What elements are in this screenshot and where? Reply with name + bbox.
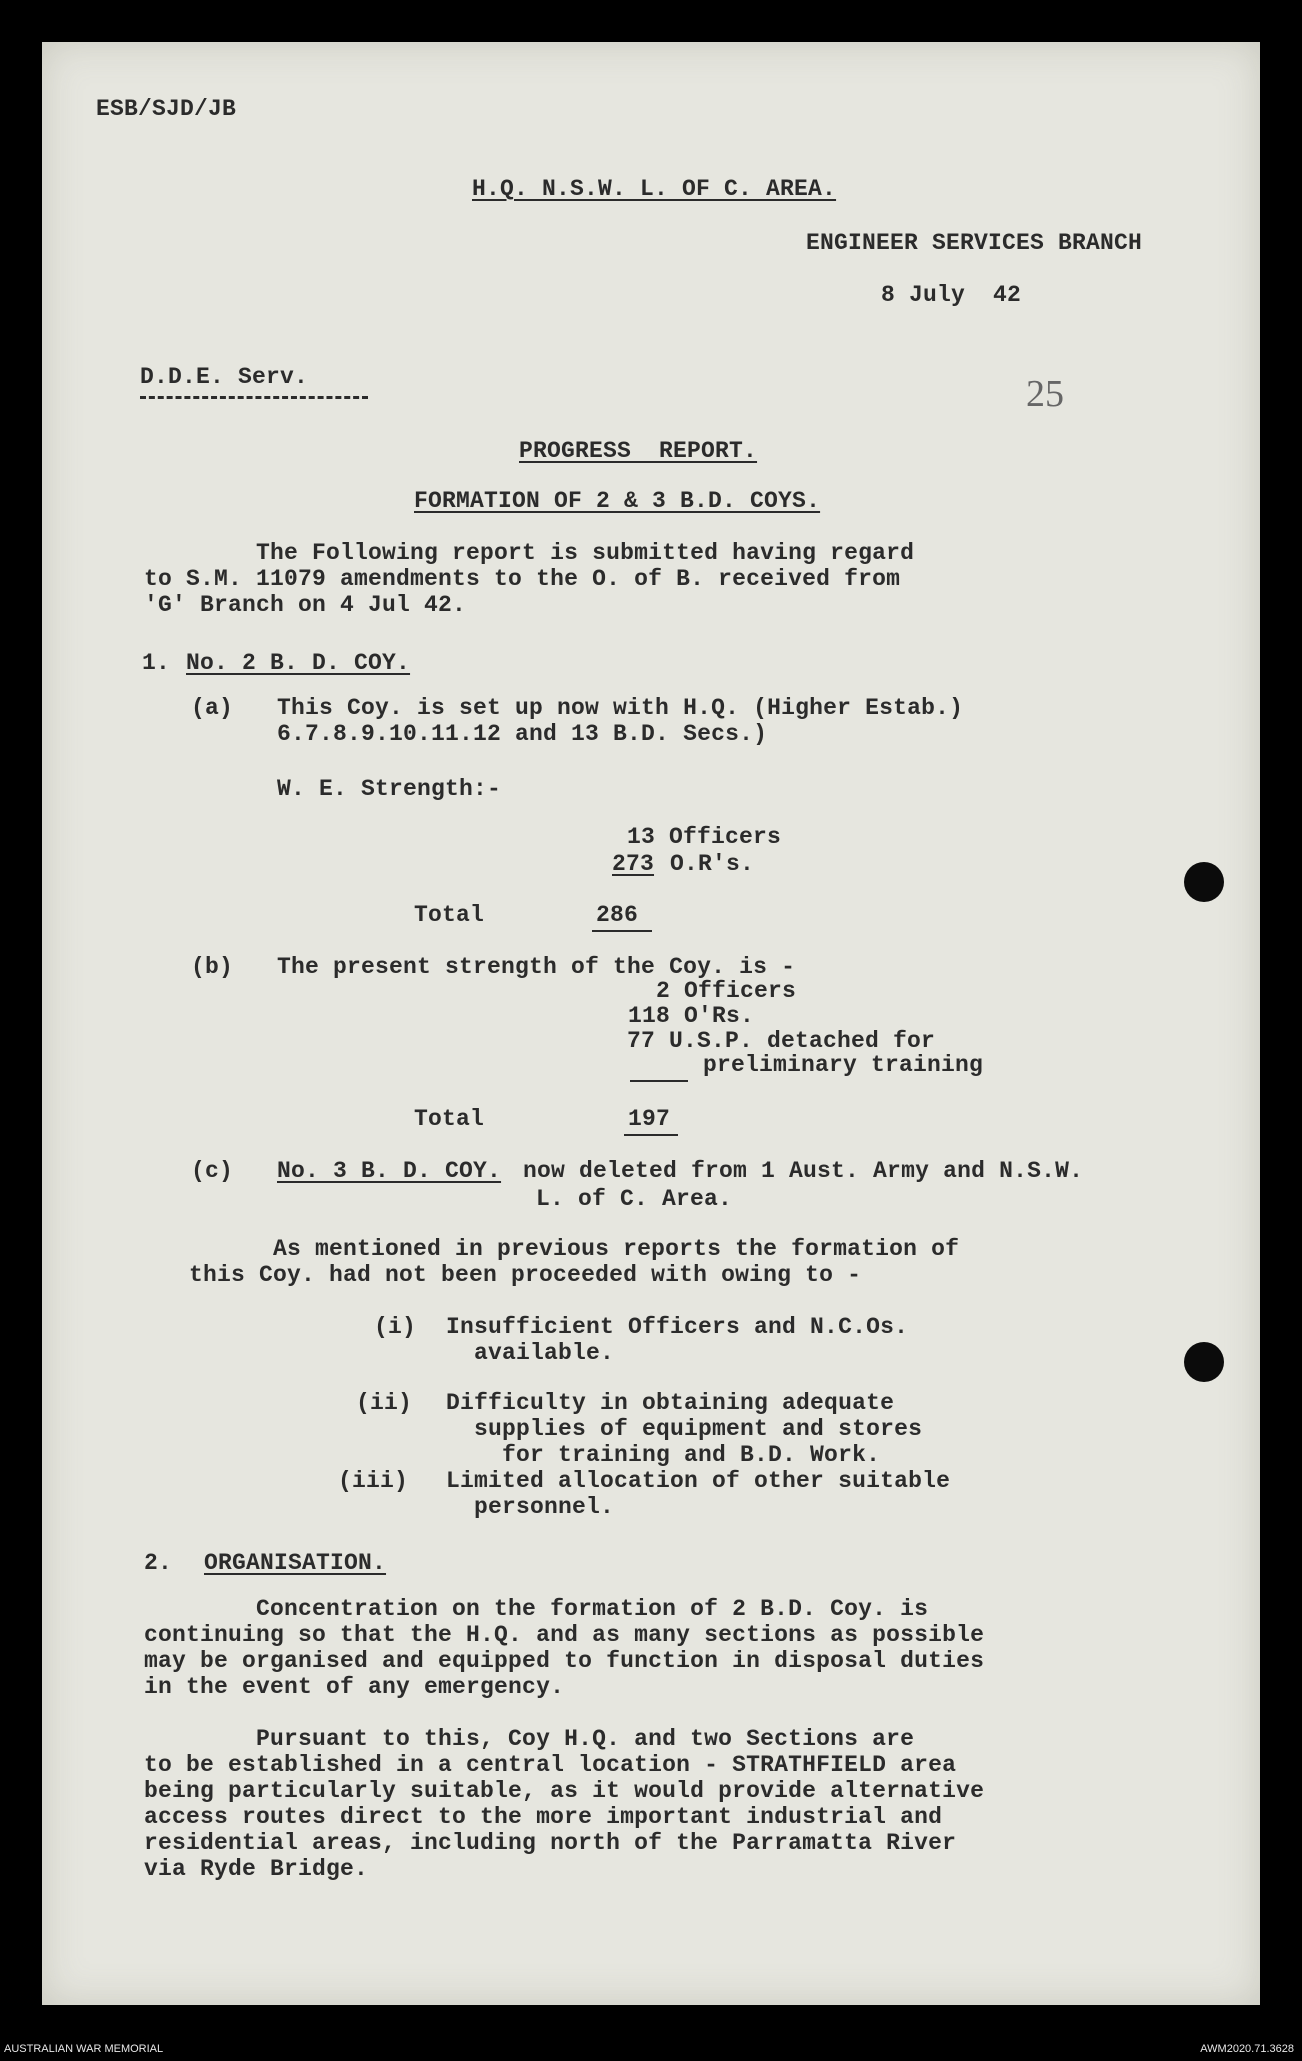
intro-line: to S.M. 11079 amendments to the O. of B. received from xyxy=(144,566,901,592)
mention-line: As mentioned in previous reports the formation of xyxy=(189,1236,960,1262)
paragraph-line: Pursuant to this, Coy H.Q. and two Sections are xyxy=(144,1726,915,1752)
item-c-rest: now deleted from 1 Aust. Army and N.S.W. xyxy=(509,1158,1084,1184)
paragraph-line: to be established in a central location - STRATHFIELD area xyxy=(144,1752,957,1778)
reason-line: Insufficient Officers and N.C.Os. xyxy=(446,1314,909,1340)
reason-number: (ii) xyxy=(356,1390,413,1416)
paragraph-line: access routes direct to the more important industrial and xyxy=(144,1804,943,1830)
report-title: PROGRESS REPORT. xyxy=(519,438,758,464)
reason-line: for training and B.D. Work. xyxy=(446,1442,881,1468)
b-usp-continued: preliminary training xyxy=(703,1052,984,1078)
branch-name: ENGINEER SERVICES BRANCH xyxy=(806,230,1143,256)
section-2-number: 2. xyxy=(144,1550,173,1576)
reason-number: (iii) xyxy=(338,1468,409,1494)
reference-code: ESB/SJD/JB xyxy=(96,96,237,122)
b-ors: 118 O'Rs. xyxy=(628,1003,755,1029)
we-strength-label: W. E. Strength:- xyxy=(277,776,502,802)
paragraph-line: via Ryde Bridge. xyxy=(144,1856,369,1882)
b-officers: 2 Officers xyxy=(656,978,797,1004)
item-c-line2: L. of C. Area. xyxy=(536,1186,733,1212)
addressee: D.D.E. Serv. xyxy=(140,364,309,390)
we-ors-label: O.R's. xyxy=(656,851,755,877)
b-total-underline xyxy=(624,1134,678,1136)
addressee-dashes xyxy=(140,396,368,399)
paragraph-line: in the event of any emergency. xyxy=(144,1674,565,1700)
intro-line: The Following report is submitted having regard xyxy=(144,540,915,566)
report-subtitle: FORMATION OF 2 & 3 B.D. COYS. xyxy=(414,488,821,514)
paragraph-line: residential areas, including north of the Parramatta River xyxy=(144,1830,957,1856)
mention-line: this Coy. had not been proceeded with owing to - xyxy=(189,1262,862,1288)
reason-number: (i) xyxy=(374,1314,417,1340)
intro-line: 'G' Branch on 4 Jul 42. xyxy=(144,592,467,618)
b-subtotal-underline xyxy=(630,1080,688,1082)
footer-institution: AUSTRALIAN WAR MEMORIAL xyxy=(4,2043,164,2055)
item-a-line: This Coy. is set up now with H.Q. (Higher Estab.) xyxy=(277,695,964,721)
punch-hole-lower xyxy=(1184,1342,1224,1382)
section-1-number: 1. xyxy=(142,650,171,676)
we-total-underline xyxy=(592,930,652,932)
paragraph-line: Concentration on the formation of 2 B.D. Coy. is xyxy=(144,1596,929,1622)
paragraph-line: may be organised and equipped to function in disposal duties xyxy=(144,1648,985,1674)
document-heading: H.Q. N.S.W. L. OF C. AREA. xyxy=(472,176,837,202)
we-officers: 13 Officers xyxy=(627,824,782,850)
section-2-title: ORGANISATION. xyxy=(204,1550,387,1576)
item-c-title: No. 3 B. D. COY. xyxy=(277,1158,502,1184)
we-total-label: Total xyxy=(414,902,485,928)
item-a-line: 6.7.8.9.10.11.12 and 13 B.D. Secs.) xyxy=(277,721,768,747)
reason-line: personnel. xyxy=(446,1494,615,1520)
paragraph-line: continuing so that the H.Q. and as many sections as possible xyxy=(144,1622,985,1648)
document-date: 8 July 42 xyxy=(881,282,1022,308)
b-total-label: Total xyxy=(414,1106,485,1132)
reason-line: supplies of equipment and stores xyxy=(446,1416,923,1442)
item-b-line: The present strength of the Coy. is - xyxy=(277,954,796,980)
reason-line: Difficulty in obtaining adequate xyxy=(446,1390,895,1416)
b-total-value: 197 xyxy=(628,1106,671,1132)
punch-hole-upper xyxy=(1184,862,1224,902)
footer-accession-number: AWM2020.71.3628 xyxy=(1200,2043,1294,2055)
we-ors-number: 273 xyxy=(612,851,655,877)
b-usp: 77 U.S.P. detached for xyxy=(627,1028,936,1054)
item-c-label: (c) xyxy=(191,1158,234,1184)
reason-line: available. xyxy=(446,1340,615,1366)
section-1-title: No. 2 B. D. COY. xyxy=(186,650,411,676)
item-a-label: (a) xyxy=(191,695,234,721)
folio-number: 25 xyxy=(1026,373,1064,415)
reason-line: Limited allocation of other suitable xyxy=(446,1468,951,1494)
we-total-value: 286 xyxy=(596,902,639,928)
paragraph-line: being particularly suitable, as it would provide alternative xyxy=(144,1778,985,1804)
item-b-label: (b) xyxy=(191,954,234,980)
